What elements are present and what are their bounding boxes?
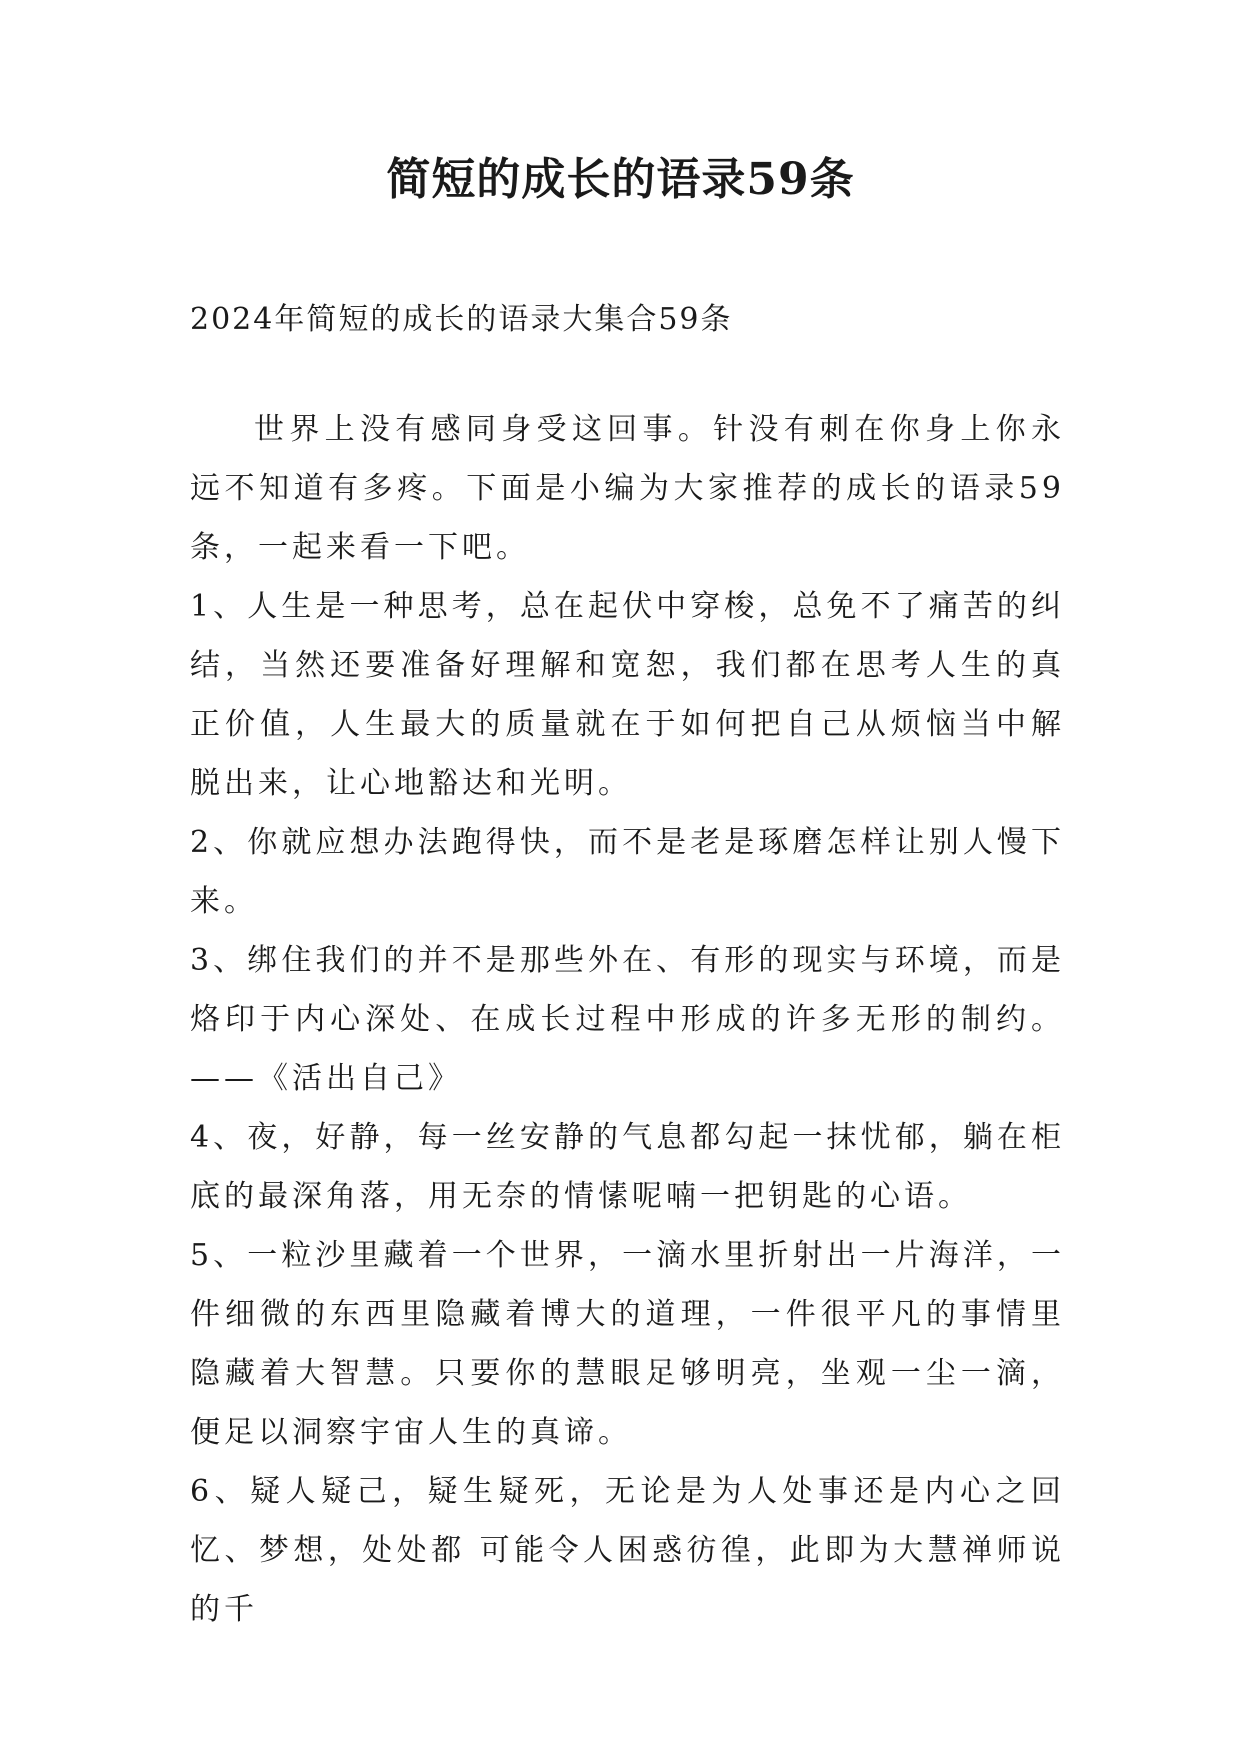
document-subtitle: 2024年简短的成长的语录大集合59条 [190,302,733,337]
quote-item-2: 2、你就应想办法跑得快，而不是老是琢磨怎样让别人慢下来。 [190,825,1065,919]
intro-paragraph: 世界上没有感同身受这回事。针没有刺在你身上你永远不知道有多疼。下面是小编为大家推荐的成长的语录59条，一起来看一下吧。 [190,412,1065,565]
quote-item-4: 4、夜，好静，每一丝安静的气息都勾起一抹忧郁，躺在柜底的最深角落，用无奈的情愫呢喃一把钥匙的心语。 [190,1120,1065,1214]
quote-item-1: 1、人生是一种思考，总在起伏中穿梭，总免不了痛苦的纠结，当然还要准备好理解和宽恕，我们都在思考人生的真正价值，人生最大的质量就在于如何把自己从烦恼当中解脱出来，让心地豁达和光明。 [190,589,1065,801]
quote-item-6: 6、疑人疑己，疑生疑死，无论是为人处事还是内心之回忆、梦想，处处都 可能令人困惑彷徨，此即为大慧禅师说的千 [190,1474,1065,1627]
quote-item-5: 5、一粒沙里藏着一个世界，一滴水里折射出一片海洋，一件细微的东西里隐藏着博大的道理，一件很平凡的事情里隐藏着大智慧。只要你的慧眼足够明亮，坐观一尘一滴，便足以洞察宇宙人生的真谛。 [190,1238,1065,1450]
document-body [190,290,1065,1639]
document-title: 简短的成长的语录59条 [386,154,855,205]
quote-item-3: 3、绑住我们的并不是那些外在、有形的现实与环境，而是烙印于内心深处、在成长过程中形成的许多无形的制约。——《活出自己》 [190,943,1065,1096]
